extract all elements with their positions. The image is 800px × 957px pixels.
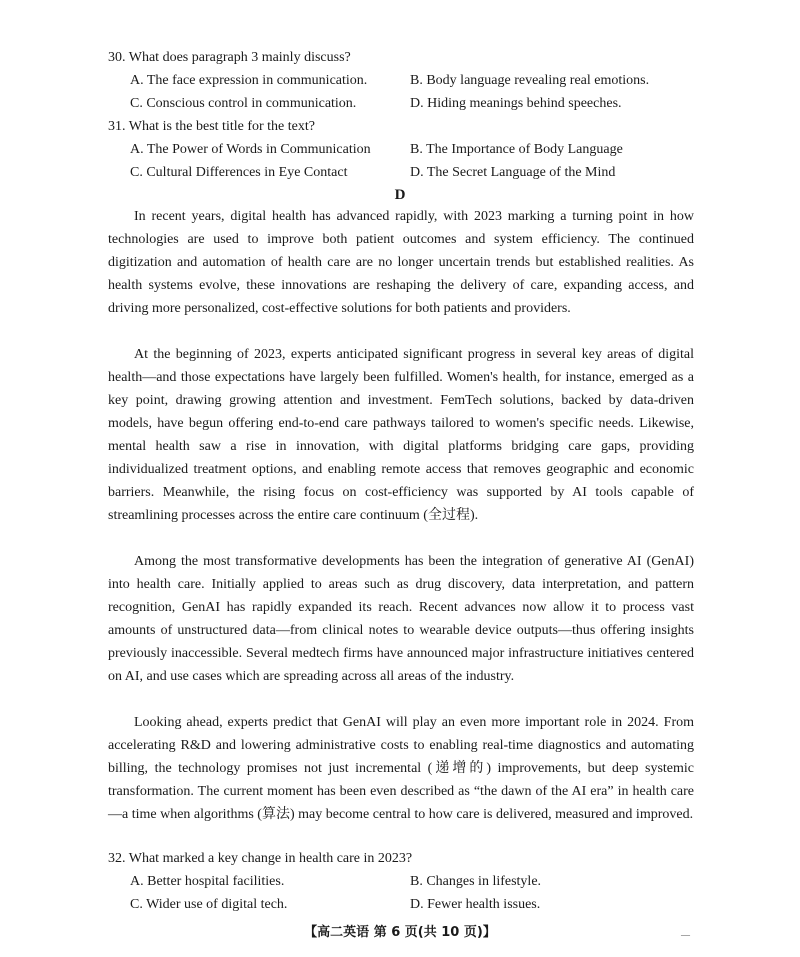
question-30-option-b: B. Body language revealing real emotions. xyxy=(410,73,650,88)
corner-mark: — xyxy=(681,930,690,940)
question-31-option-c: C. Cultural Differences in Eye Contact xyxy=(130,165,348,180)
question-30-option-a: A. The face expression in communication. xyxy=(130,73,368,88)
passage-paragraph-4: Looking ahead, experts predict that GenAI will play an even more important role in 2024. From accelerating R&D and lowering administrative costs to enabling real-time diagnostics and automating billing, the technology promises not just incremental (递增的) improvements, but deep systemic transformation. The current moment has been even described as “the dawn of the AI era” in health care—a time when algorithms (算法) may become central to how care is delivered, measured and improved. xyxy=(108,715,694,822)
passage-paragraph-3: Among the most transformative developments has been the integration of generative AI (GenAI) into health care. Initially applied to areas such as drug discovery, data interpretation, and pattern recognition, GenAI has rapidly expanded its reach. Recent advances now allow it to process vast amounts of unstructured data—from clinical notes to wearable device outputs—thus offering insights previously inaccessible. Several medtech firms have announced major infrastructure initiatives centered on AI, and use cases which are spreading across all areas of the industry. xyxy=(108,554,694,684)
question-32-option-a: A. Better hospital facilities. xyxy=(130,874,285,889)
question-32-stem: 32. What marked a key change in health care in 2023? xyxy=(108,851,413,866)
passage-paragraph-1: In recent years, digital health has advanced rapidly, with 2023 marking a turning point in how technologies are used to improve both patient outcomes and system efficiency. The continued digitization and automation of health care are no longer uncertain trends but established realities. As health systems evolve, these innovations are reshaping the delivery of care, expanding access, and driving more personalized, cost-effective solutions for both patients and providers. xyxy=(108,209,694,316)
page-footer: 【高二英语 第 6 页(共 10 页)】 xyxy=(304,925,496,940)
question-32-option-c: C. Wider use of digital tech. xyxy=(130,897,288,912)
question-32-option-d: D. Fewer health issues. xyxy=(410,897,541,912)
question-31-option-b: B. The Importance of Body Language xyxy=(410,142,623,157)
question-31-stem: 31. What is the best title for the text? xyxy=(108,119,315,134)
section-label: D xyxy=(394,187,406,203)
question-31-option-d: D. The Secret Language of the Mind xyxy=(410,165,616,180)
question-30-option-d: D. Hiding meanings behind speeches. xyxy=(410,96,622,111)
question-30-option-c: C. Conscious control in communication. xyxy=(130,96,357,111)
question-30-stem: 30. What does paragraph 3 mainly discuss? xyxy=(108,50,351,65)
question-32-option-b: B. Changes in lifestyle. xyxy=(410,874,542,889)
passage-paragraph-2: At the beginning of 2023, experts anticipated significant progress in several key areas of digital health—and those expectations have largely been fulfilled. Women's health, for instance, emerged as a key point, drawing growing attention and investment. FemTech solutions, backed by data-driven models, have begun offering end-to-end care pathways tailored to women's specific needs. Likewise, mental health saw a rise in innovation, with digital platforms bridging care gaps, providing individualized treatment options, and enabling remote access that removes geographic and economic barriers. Meanwhile, the rising focus on cost-efficiency was supported by AI tools capable of streamlining processes across the entire care continuum (全过程). xyxy=(108,347,694,523)
question-31-option-a: A. The Power of Words in Communication xyxy=(130,142,371,157)
